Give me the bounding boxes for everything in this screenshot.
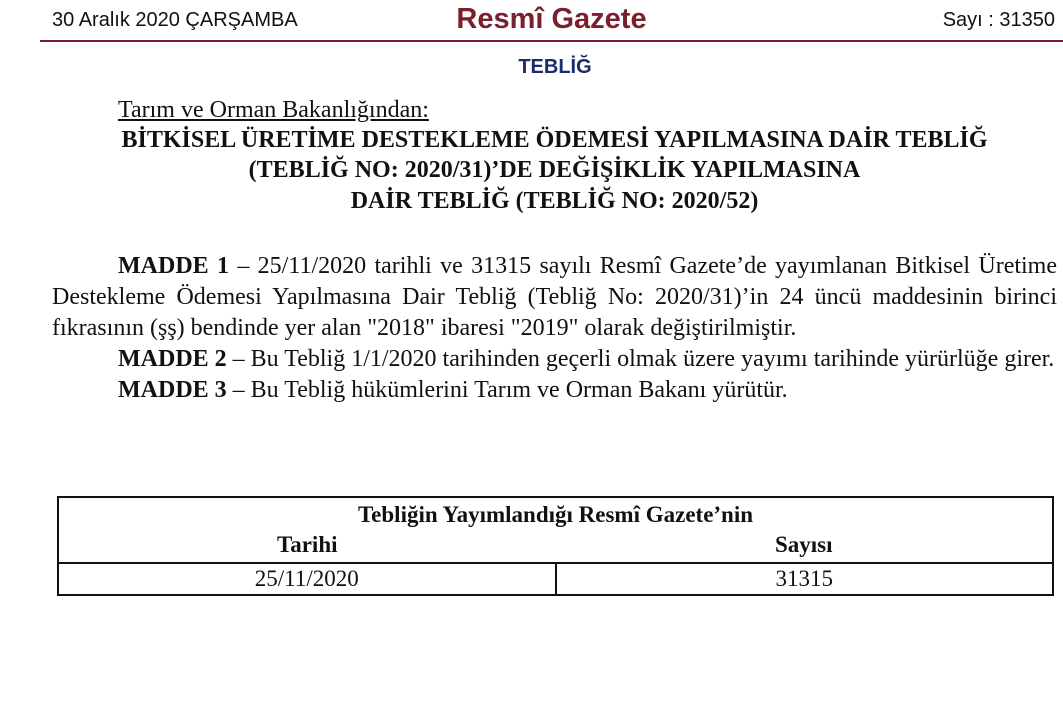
document-title-line-1: BİTKİSEL ÜRETİME DESTEKLEME ÖDEMESİ YAPILMASINA DAİR TEBLİĞ [121,127,988,153]
article-2-text: – Bu Tebliğ 1/1/2020 tarihinden geçerli olmak üzere yayımı tarihinde yürürlüğe girer. [226,346,1055,372]
issue-number: Sayı : 31350 [942,9,1055,31]
table-caption: Tebliğin Yayımlandığı Resmî Gazete’nin [357,502,754,527]
table-header-row [58,497,1053,563]
table-row [58,563,1053,595]
cell-number: 31315 [556,563,1054,595]
table-column-headers [59,530,1052,560]
issuing-ministry: Tarım ve Orman Bakanlığından: [118,97,429,123]
article-3 [52,375,1057,406]
article-2 [52,344,1057,375]
gazette-header [40,0,1063,42]
issue-date: 30 Aralık 2020 ÇARŞAMBA [52,9,298,31]
document-title-line-3: DAİR TEBLİĞ (TEBLİĞ NO: 2020/52) [350,188,759,214]
article-1 [52,251,1057,344]
gazette-title: Resmî Gazete [456,3,647,35]
document-title-line-2: (TEBLİĞ NO: 2020/31)’DE DEĞİŞİKLİK YAPILMASINA [248,157,861,183]
article-1-text: – 25/11/2020 tarihli ve 31315 sayılı Resmî Gazete’de yayımlanan Bitkisel Üretime Destekleme Ödemesi Yapılmasına Dair Tebliğ (Tebliğ No: 2020/31)’in 24 üncü maddesinin birinci fıkrasının (şş) bendinde yer alan "2018" ibaresi "2019" olarak değiştirilmiştir. [52,253,1058,341]
article-1-heading: MADDE 1 [118,253,229,279]
section-type: TEBLİĞ [518,56,592,78]
article-3-text: – Bu Tebliğ hükümlerini Tarım ve Orman Bakanı yürütür. [226,377,788,403]
column-header-number: Sayısı [774,532,833,557]
document-body [52,251,1057,406]
article-3-heading: MADDE 3 [118,377,227,403]
article-2-heading: MADDE 2 [118,346,227,372]
column-header-date: Tarihi [276,532,338,557]
reference-table [57,496,1054,596]
cell-date: 25/11/2020 [58,563,556,595]
table-header-cell [58,497,1053,563]
